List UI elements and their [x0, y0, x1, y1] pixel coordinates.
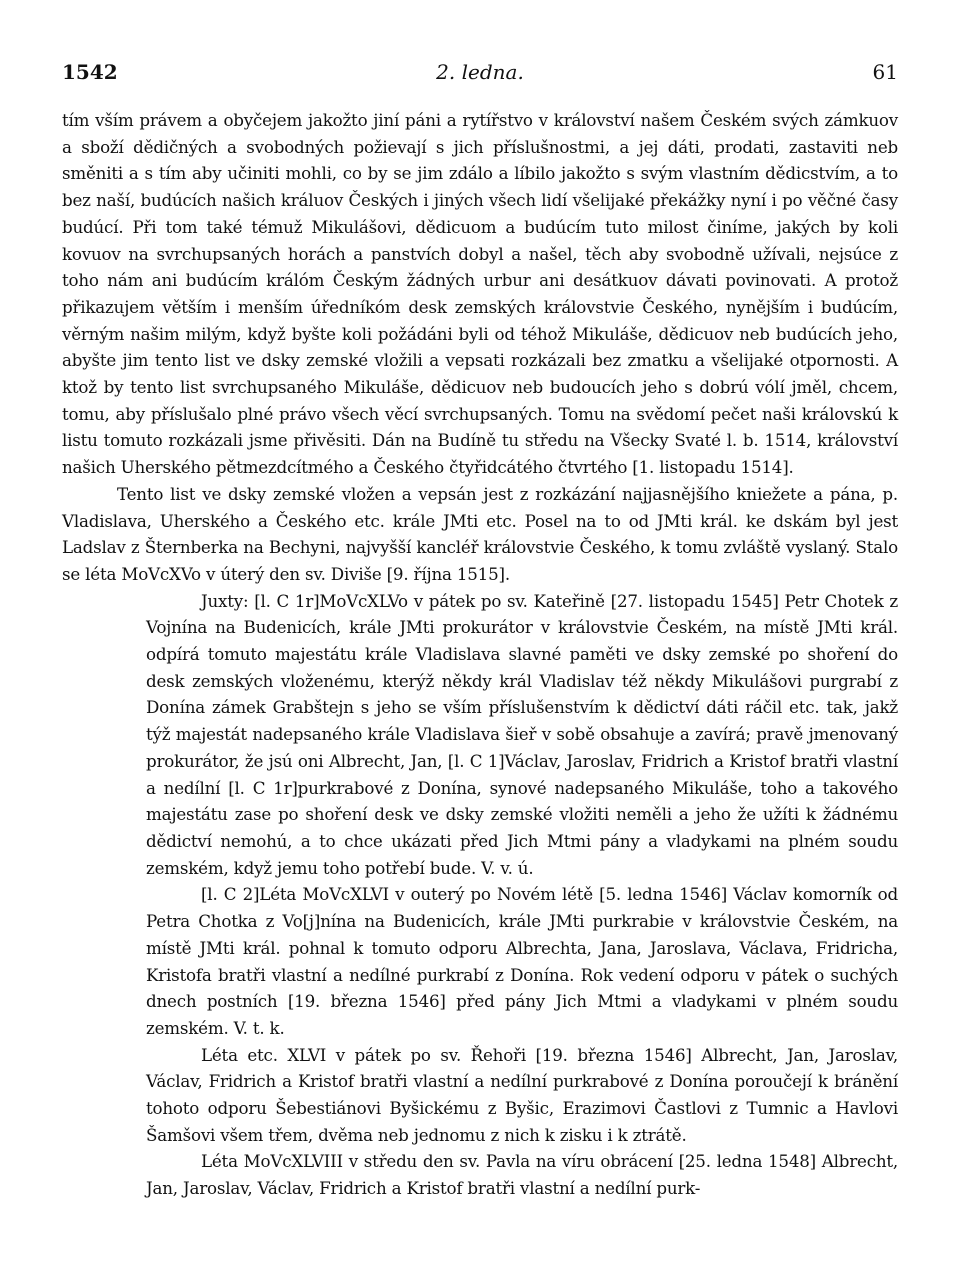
- header-year: 1542: [62, 60, 118, 84]
- paragraph-juxty-objection: Juxty: [l. C 1r]MoVcXLVo v pátek po sv. Kateřině [27. listopadu 1545] Petr Chotek z Vojnína na Budenicích, krále JMti prokurátor v královstvie Českém, na místě JMti král. odpírá tomuto majestátu krále Vladislava slavné paměti ve dsky zemské po shoření do desk zemských vloženému, kterýž někdy král Vladislav též někdy Mikulášovi purgrabí z Donína zámek Grabštejn s jeho se vším příslušenstvím k dědictví dáti ráčil etc. tak, jakž týž majestát nadepsaného krále Vladislava šieř v sobě obsahuje a zavírá; pravě jmenovaný prokurátor, že jsú oni Albrecht, Jan, [l. C 1]Václav, Jaroslav, Fridrich a Kristof bratři vlastní a nedílní [l. C 1r]purkrabové z Donína, synové nadepsaného Mikuláše, toho a takového majestátu zase po shoření desk ve dsky zemské vložiti neměli a jeho že užíti k žádnému dědictví nemohú, a to chce ukázati před Jich Mtmi pány a vladykami na plném soudu zemském, když jemu toho potřebí bude. V. v. ú.: [146, 590, 898, 878]
- paragraph-defense-1546: Léta etc. XLVI v pátek po sv. Řehoři [19. března 1546] Albrecht, Jan, Jaroslav, Václav, Fridrich a Kristof bratři vlastní a nedílní purkrabové z Donína poroučejí k bránění tohoto odporu Šebestiánovi Byšickému z Byšic, Erazimovi Častlovi z Tumnic a Havlovi Šamšovi všem třem, dvěma neb jednomu z nich k zisku i k ztrátě.: [146, 1044, 898, 1145]
- document-body: [62, 107, 898, 1202]
- header-date: 2. ledna.: [436, 60, 524, 84]
- paragraph-entry-1548: Léta MoVcXLVIII v středu den sv. Pavla na víru obrácení [25. ledna 1548] Albrecht, Jan, Jaroslav, Václav, Fridrich a Kristof bratři vlastní a nedílní purk-: [146, 1151, 898, 1199]
- paragraph-registration-note: Tento list ve dsky zemské vložen a vepsán jest z rozkázání najjasnějšího kniežete a pána, p. Vladislava, Uherského a Českého etc. krále JMti etc. Posel na to od JMti král. ke dskám byl jest Ladslav z Šternberka na Bechyni, najvyšší kancléř královstvie Českého, k tomu zvláště vyslaný. Stalo se léta MoVcXVo v úterý den sv. Diviše [9. října 1515].: [62, 483, 898, 584]
- paragraph-summons-1546: [l. C 2]Léta MoVcXLVI v outerý po Novém létě [5. ledna 1546] Václav komorník od Petra Chotka z Vo[j]nína na Budenicích, krále JMti purkrabie v královstvie Českém, na místě JMti král. pohnal k tomuto odporu Albrechta, Jana, Jaroslava, Václava, Fridricha, Kristofa bratři vlastní a nedílné purkrabí z Donína. Rok vedení odporu v pátek o suchých dnech postních [19. března 1546] před pány Jich Mtmi a vladykami v plném soudu zemském. V. t. k.: [146, 884, 898, 1038]
- page-header: [62, 60, 898, 90]
- page-number: 61: [872, 60, 898, 84]
- paragraph-charter-text: tím vším právem a obyčejem jakožto jiní páni a rytířstvo v království našem Českém svých zámkuov a sboží dědičných a svobodných požievají s jich příslušnostmi, a jej dáti, prodati, zastaviti neb směniti a s tím aby učiniti mohli, co by se jim zdálo a líbilo jakožto s svým vlastním dědicstvím, a to bez naší, budúcích našich králuov Českých i jiných všech lidí všelijaké překážky nyní i po věčné časy budúcí. Při tom také témuž Mikulášovi, dědicuom a budúcím tuto milost činíme, jakých by koli kovuov na svrchupsaných horách a panstvích dobyl a našel, těch aby svobodně užívali, nejsúce z toho nám ani budúcím králóm Českým žádných urbur ani desátkuov dávati povinovati. A protož přikazujem větším i menším úředníkóm desk zemských královstvie Českého, nynějším i budúcím, věrným našim milým, když byšte koli požádáni byli od téhož Mikuláše, dědicuov neb budúcích jeho, abyšte jim tento list ve dsky zemské vložili a vepsati rozkázali bez zmatku a všelijaké otpornosti. A ktož by tento list svrchupsaného Mikuláše, dědicuov neb budoucích jeho s dobrú vólí jměl, chcem, tomu, aby příslušalo plné právo všech věcí svrchupsaných. Tomu na svědomí pečet naši královskú k listu tomuto rozkázali jsme přivěsiti. Dán na Budíně tu středu na Všecky Svaté l. b. 1514, království našich Uherského pětmezdcítmého a Českého čtyřidcátého čtvrtého [1. listopadu 1514].: [62, 110, 898, 478]
